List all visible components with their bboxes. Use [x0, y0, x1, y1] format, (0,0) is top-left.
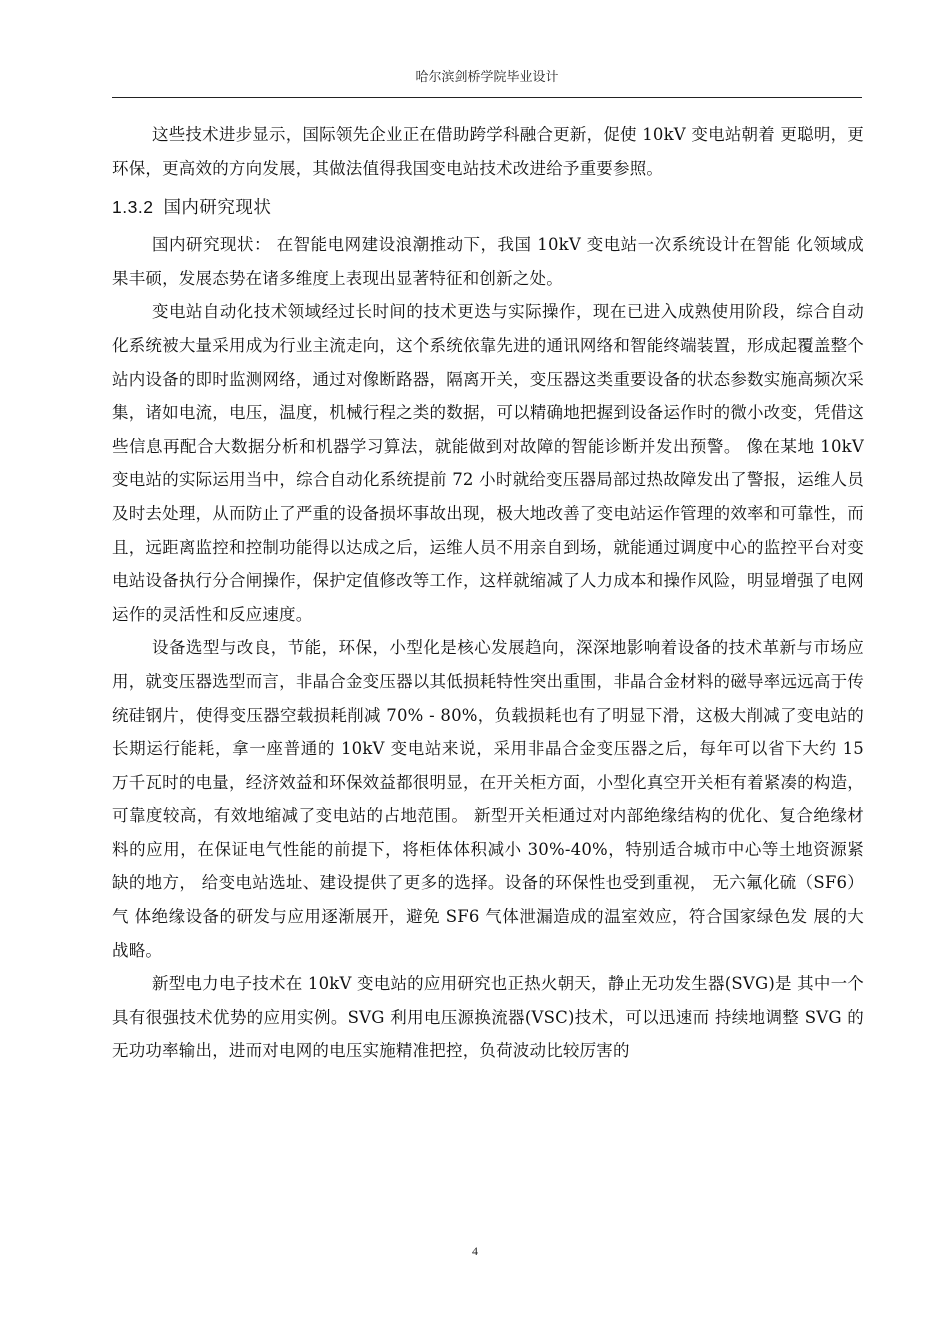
header-divider — [112, 97, 862, 98]
section-title: 国内研究现状 — [163, 198, 272, 219]
paragraph-5: 新型电力电子技术在 10kV 变电站的应用研究也正热火朝天，静止无功发生器(SVG)是 其中一个具有很强技术优势的应用实例。SVG 利用电压源换流器(VSC)技术，可以迅速而 持续地调整 SVG 的无功功率输出，进而对电网的电压实施精准把控，负荷波动比较厉害的 — [112, 974, 864, 1061]
paragraph-3: 变电站自动化技术领域经过长时间的技术更迭与实际操作，现在已进入成熟使用阶段，综合自动化系统被大量采用成为行业主流走向，这个系统依靠先进的通讯网络和智能终端装置，形成起覆盖整个站内设备的即时监测网络，通过对像断路器，隔离开关，变压器这类重要设备的状态参数实施高频次采集，诸如电流，电压，温度，机械行程之类的数据，可以精确地把握到设备运作时的微小改变，凭借这些信息再配合大数据分析和机器学习算法，就能做到对故障的智能诊断并发出预警。 像在某地 10kV 变电站的实际运用当中，综合自动化系统提前 72 小时就给变压器局部过热故障发出了警报，运维人员及时去处理，从而防止了严重的设备损坏事故出现，极大地改善了变电站运作管理的效率和可靠性，而且，远距离监控和控制功能得以达成之后，运维人员不用亲自到场，就能通过调度中心的监控平台对变电站设备执行分合闸操作，保护定值修改等工作，这样就缩减了人力成本和操作风险，明显增强了电网运作的灵活性和反应速度。 — [112, 302, 864, 624]
paragraph-1: 这些技术进步显示，国际领先企业正在借助跨学科融合更新，促使 10kV 变电站朝着 更聪明，更环保，更高效的方向发展，其做法值得我国变电站技术改进给予重要参照。 — [112, 125, 864, 178]
section-heading — [112, 189, 864, 226]
document-body — [112, 118, 864, 1068]
section-number: 1.3.2 — [112, 197, 154, 218]
page-number: 4 — [472, 1244, 478, 1258]
paragraph-4: 设备选型与改良，节能，环保，小型化是核心发展趋向，深深地影响着设备的技术革新与市场应用，就变压器选型而言，非晶合金变压器以其低损耗特性突出重围，非晶合金材料的磁导率远远高于传统硅钢片，使得变压器空载损耗削减 70% - 80%，负载损耗也有了明显下滑，这极大削减了变电站的长期运行能耗，拿一座普通的 10kV 变电站来说，采用非晶合金变压器之后，每年可以省下大约 15 万千瓦时的电量，经济效益和环保效益都很明显，在开关柜方面，小型化真空开关柜有着紧凑的构造，可靠度较高，有效地缩减了变电站的占地范围。 新型开关柜通过对内部绝缘结构的优化、复合绝缘材料的应用，在保证电气性能的前提下，将柜体体积减小 30%-40%，特别适合城市中心等土地资源紧缺的地方， 给变电站选址、建设提供了更多的选择。设备的环保性也受到重视， 无六氟化硫（SF6）气 体绝缘设备的研发与应用逐渐展开，避免 SF6 气体泄漏造成的温室效应，符合国家绿色发 展的大战略。 — [112, 638, 864, 960]
running-header: 哈尔滨剑桥学院毕业设计 — [415, 70, 559, 85]
paragraph-2: 国内研究现状： 在智能电网建设浪潮推动下，我国 10kV 变电站一次系统设计在智能 化领域成果丰硕，发展态势在诸多维度上表现出显著特征和创新之处。 — [112, 235, 864, 288]
